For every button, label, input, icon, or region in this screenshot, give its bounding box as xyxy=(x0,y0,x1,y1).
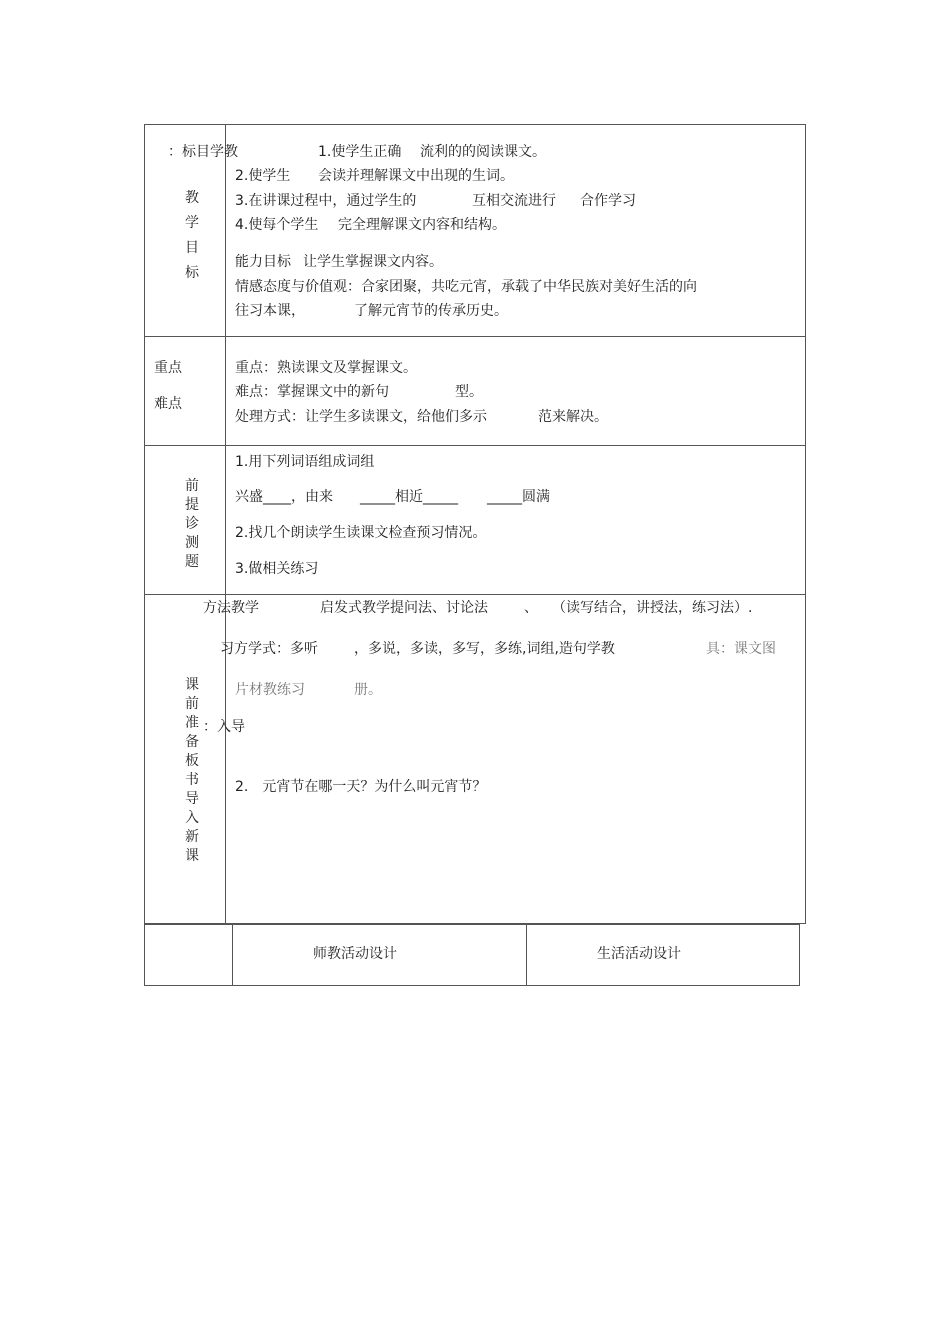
pre-test-line-1: 1.用下列词语组成词组 xyxy=(235,454,375,470)
pre-test-line-2c: _____圆满 xyxy=(487,489,550,505)
method-line-1c: 、 xyxy=(524,600,538,616)
pre-test-line-4: 3.做相关练习 xyxy=(235,561,319,577)
method-line-2a: 习方学式：多听 xyxy=(220,641,318,657)
method-line-2c: 具：课文图 xyxy=(706,641,776,657)
goal-line-2b: 会读并理解课文中出现的生词。 xyxy=(318,168,514,184)
goal-line-5b: 让学生掌握课文内容。 xyxy=(303,254,443,270)
key-point-line-2a: 难点：掌握课文中的新句 xyxy=(235,384,389,400)
pre-test-line-2a: 兴盛____，由来 xyxy=(235,489,333,505)
goal-line-3a: 3.在讲课过程中，通过学生的 xyxy=(235,193,417,209)
teaching-goal-header-prefix: ：标目学教 xyxy=(168,144,238,160)
goal-line-2a: 2.使学生 xyxy=(235,168,291,184)
method-line-3a: 片材教练习 xyxy=(235,682,305,698)
goal-line-7a: 往习本课， xyxy=(235,303,305,319)
teacher-activity-design: 师教活动设计 xyxy=(313,946,397,962)
difficulty-label: 难点 xyxy=(154,396,182,412)
row-divider-3 xyxy=(144,594,806,595)
key-point-label: 重点 xyxy=(154,360,182,376)
footer-divider-middle xyxy=(526,924,527,986)
key-point-line-3b: 范来解决。 xyxy=(538,409,608,425)
goal-line-1a: 1.使学生正确 xyxy=(318,144,402,160)
method-line-2b: ，多说，多读，多写，多练,词组,造句学教 xyxy=(354,641,615,657)
pre-test-line-3: 2.找几个朗读学生读课文检查预习情况。 xyxy=(235,525,487,541)
goal-line-3b: 互相交流进行 xyxy=(472,193,556,209)
preparation-label: 课前准备板书导入新课 xyxy=(185,677,199,864)
key-point-line-2b: 型。 xyxy=(455,384,483,400)
pre-test-line-2b: _____相近_____ xyxy=(360,489,458,505)
goal-line-1b: 流利的的阅读课文。 xyxy=(420,144,546,160)
goal-line-4b: 完全理解课文内容和结构。 xyxy=(338,217,506,233)
introduction-question: 2. 元宵节在哪一天？为什么叫元宵节？ xyxy=(235,779,487,795)
method-line-3b: 册。 xyxy=(354,682,382,698)
method-line-1d: （读写结合，讲授法，练习法）. xyxy=(552,600,753,616)
key-point-line-3a: 处理方式：让学生多读课文，给他们多示 xyxy=(235,409,487,425)
pre-test-label: 前提诊测题 xyxy=(185,478,199,570)
introduction-line: ：入导 xyxy=(203,719,245,735)
goal-line-7b: 了解元宵节的传承历史。 xyxy=(354,303,508,319)
student-activity-design: 生活活动设计 xyxy=(597,946,681,962)
goal-line-3c: 合作学习 xyxy=(580,193,636,209)
key-point-line-1: 重点：熟读课文及掌握课文。 xyxy=(235,360,417,376)
teaching-goal-label: 教学目标 xyxy=(185,190,199,281)
goal-line-5a: 能力目标 xyxy=(235,254,291,270)
method-line-1b: 启发式教学提问法、讨论法 xyxy=(320,600,488,616)
activity-design-table xyxy=(144,924,800,986)
goal-line-6: 情感态度与价值观：合家团聚，共吃元宵，承载了中华民族对美好生活的向 xyxy=(235,279,697,295)
row-divider-2 xyxy=(144,445,806,446)
row-divider-1 xyxy=(144,336,806,337)
method-line-1a: 方法教学 xyxy=(203,600,259,616)
footer-divider-left xyxy=(232,924,233,986)
table-label-column-divider xyxy=(225,124,226,924)
goal-line-4a: 4.使每个学生 xyxy=(235,217,319,233)
